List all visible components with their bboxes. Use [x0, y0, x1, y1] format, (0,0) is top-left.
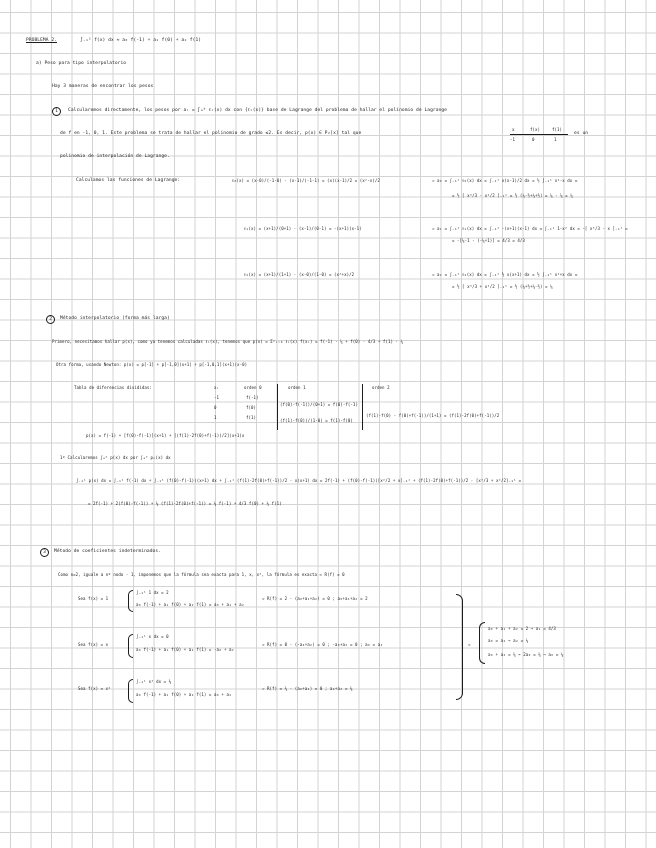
case-2-label: Sea f(x) = x: [78, 642, 109, 647]
case-2-integral: ∫₋₁¹ x dx = 0: [136, 634, 169, 639]
case-3-label: Sea f(x) = x²: [78, 686, 111, 691]
system-eq-3: a₀ + a₂ = ⅔ → 2a₀ = ⅔ → a₀ = ⅓: [488, 652, 564, 657]
problem-statement: ∫₋₁¹ f(x) dx ≈ a₀ f(-1) + a₁ f(0) + a₂ f(1): [80, 38, 202, 43]
table-fx1-head: f(1): [552, 127, 563, 132]
dd-order2-head: orden 2: [372, 385, 390, 390]
system-eq-1: a₀ + a₁ + a₂ = 2 → a₁ = 4/3: [488, 626, 556, 631]
case-1-integral: ∫₋₁¹ 1 dx = 2: [136, 590, 169, 595]
dd-order0-1: f(-1): [246, 395, 259, 400]
dd-x-1: -1: [214, 395, 220, 400]
dd-divider-1: [277, 384, 278, 430]
dd-divider-2: [362, 384, 363, 430]
lagrange-l2: ℓ₂(x) = (x+1)/(1+1) · (x-0)/(1-0) = (x²+x)/2: [244, 272, 355, 277]
weight-a0-line-2: = ½ [ x³/3 - x²/2 ]₋₁¹ = ½ (⅓-½+⅓+½) = ⅓ - ⅓ = ⅓: [452, 193, 573, 198]
method-1-number: 1: [52, 107, 61, 116]
system-closing-brace: [456, 594, 463, 700]
table-fx-head: f(x): [530, 127, 541, 132]
dd-order2: (f(1)-f(0) - f(0)+f(-1))/(1+1) = (f(1)-2f(0)+f(-1))/2: [366, 413, 500, 418]
lagrange-intro: Calculamos las funciones de Lagrange:: [76, 178, 181, 183]
case-1-brace: [128, 590, 133, 612]
dd-x-3: 1: [214, 415, 217, 420]
dd-order0-head: orden 0: [244, 385, 262, 390]
table-x-c: 1: [554, 137, 557, 142]
method-1-line-1: Calcularemos directamente, los pesos por aᵢ = ∫ₐᵇ ℓᵢ(x) dx con {ℓᵢ(x)} base de Lagrange del problema de hallar el polinomio de Lagrange: [68, 108, 447, 113]
case-3-quadrature: a₀ f(-1) + a₁ f(0) + a₂ f(1) = a₀ + a₂: [136, 692, 232, 697]
table-x-b: 0: [532, 137, 535, 142]
weight-a0-line-1: ⇒ a₀ = ∫₋₁¹ ℓ₀(x) dx = ∫₋₁¹ x(x-1)/2 dx = ½ ∫₋₁¹ x²-x dx =: [432, 178, 578, 183]
weight-a1-line-2: = -[⅓-1 - (-⅓+1)] = 4/3 = 4/3: [452, 238, 525, 243]
method-3-number: 3: [40, 548, 49, 557]
newton-polynomial: p(x) = f(-1) + [f(0)-f(-1)](x+1) + [(f(1)-2f(0)+f(-1))/2](x+1)x: [86, 433, 245, 438]
weight-a2-line-2: = ½ [ x³/3 + x²/2 ]₋₁¹ = ½ (⅓+½+⅓-½) = ⅓: [452, 284, 553, 289]
method-1-line-2: de f en -1, 0, 1. Este problema se trata de hallar el polinomio de grado ≤2. Es decir, p(x) ∈ P₂[x] tal que: [60, 131, 362, 136]
table-x-head: x: [512, 127, 515, 132]
method-1-line-3: polinomio de interpolación de Lagrange.: [60, 154, 170, 159]
case-1-result: ⇒ R(f) = 2 - (a₀+a₁+a₂) = 0 ; a₀+a₁+a₂ = 2: [262, 596, 368, 601]
method-2-title: Método interpolatorio (forma más larga): [60, 316, 170, 321]
method-3-line-1: Como n=2, iguale a nº nodo - 1, imponemos que la fórmula sea exacta para 1, x, x², la fórmula es exacta ⇔ R(f) = 0: [58, 572, 345, 577]
dd-order1-head: orden 1: [288, 385, 306, 390]
lagrange-l1: ℓ₁(x) = (x+1)/(0+1) · (x-1)/(0-1) = -(x+1)(x-1): [244, 226, 362, 231]
dd-order1-a: (f(0)-f(-1))/(0+1) = f(0)-f(-1): [280, 402, 358, 407]
system-arrow: ⇒: [468, 642, 471, 647]
case-3-result: ⇒ R(f) = ⅔ - (a₀+a₂) = 0 ; a₀+a₂ = ⅔: [262, 686, 353, 691]
lagrange-l0: ℓ₀(x) = (x-0)/(-1-0) · (x-1)/(-1-1) = (x)(x-1)/2 = (x²-x)/2: [232, 178, 380, 183]
dd-x-head: xᵢ: [214, 385, 220, 390]
intro-line: Hay 3 maneras de encontrar los pesos: [52, 84, 154, 89]
system-eq-2: a₀ = a₂ → a₂ = ⅓: [488, 638, 529, 643]
weight-a1-line-1: ⇒ a₁ = ∫₋₁¹ ℓ₁(x) dx = ∫₋₁¹ -(x+1)(x-1) dx = ∫₋₁¹ 1-x² dx = -[ x³/3 - x ]₋₁¹ =: [432, 226, 628, 231]
method-2-line-1: Primero, necesitamos hallar p(x), como ya tenemos calculadas ℓᵢ(x), tenemos que p(x) = Σ²ᵢ₌₀ ℓᵢ(x) f(xᵢ) = f(-1) · ⅓ + f(0) · 4/3 + f(1) · ⅓: [52, 339, 404, 344]
method-2-line-2: Otra forma, usando Newton: p(x) = p[-1] + p[-1,0](x+1) + p[-1,0,1](x+1)(x-0): [56, 362, 248, 367]
case-1-quadrature: a₀ f(-1) + a₁ f(0) + a₂ f(1) = a₀ + a₁ + a₂: [136, 602, 245, 607]
table-x-a: -1: [510, 137, 516, 142]
integration-note: 1º Calcularemos ∫ₐᵇ p(x) dx por ∫ₐᵇ pₙ(x) dx: [60, 455, 171, 460]
case-2-quadrature: a₀ f(-1) + a₁ f(0) + a₂ f(1) = -a₀ + a₂: [136, 647, 235, 652]
problem-title: PROBLEMA 2.: [26, 38, 57, 43]
dd-order1-b: (f(1)-f(0))/(1-0) = f(1)-f(0): [280, 418, 353, 423]
case-2-brace: [128, 634, 133, 658]
dd-x-2: 0: [214, 405, 217, 410]
method-1-line-2-tail: es un: [574, 131, 589, 136]
dd-order0-3: f(1): [246, 415, 257, 420]
case-1-label: Sea f(x) = 1: [78, 596, 109, 601]
integral-line-1: ∫₋₁¹ p(x) dx = ∫₋₁¹ f(-1) dx + ∫₋₁¹ (f(0)-f(-1))(x+1) dx + ∫₋₁¹ (f(1)-2f(0)+f(-1))/2 · x(x+1) dx = 2f(-1) + (f(0)-f(-1))[x²/2 + x]₋₁¹ + (f(1)-2f(0)+f(-1))/2 · [x³/3 + x²/2]₋₁¹ =: [76, 478, 522, 483]
case-3-integral: ∫₋₁¹ x² dx = ⅔: [136, 679, 172, 684]
dd-label: Tabla de diferencias divididas:: [74, 385, 152, 390]
weight-a2-line-1: ⇒ a₂ = ∫₋₁¹ ℓ₂(x) dx = ∫₋₁¹ ½ x(x+1) dx = ½ ∫₋₁¹ x²+x dx =: [432, 272, 578, 277]
dd-order0-2: f(0): [246, 405, 257, 410]
system-opening-brace: [479, 622, 485, 664]
method-2-number: 2: [46, 315, 55, 324]
method-3-title: Método de coeficientes indeterminados.: [54, 549, 161, 554]
integral-line-2: = 2f(-1) + 2(f(0)-f(-1)) + ⅓ (f(1)-2f(0)+f(-1)) = ⅓ f(-1) + 4/3 f(0) + ⅓ f(1): [88, 501, 282, 506]
case-3-brace: [128, 679, 133, 703]
case-2-result: ⇒ R(f) = 0 - (-a₀+a₂) = 0 ; -a₀+a₂ = 0 ; a₀ = a₂: [262, 642, 383, 647]
part-a-heading: a) Peso para tipo interpolatorio: [36, 61, 127, 66]
table-rule: [510, 134, 568, 135]
